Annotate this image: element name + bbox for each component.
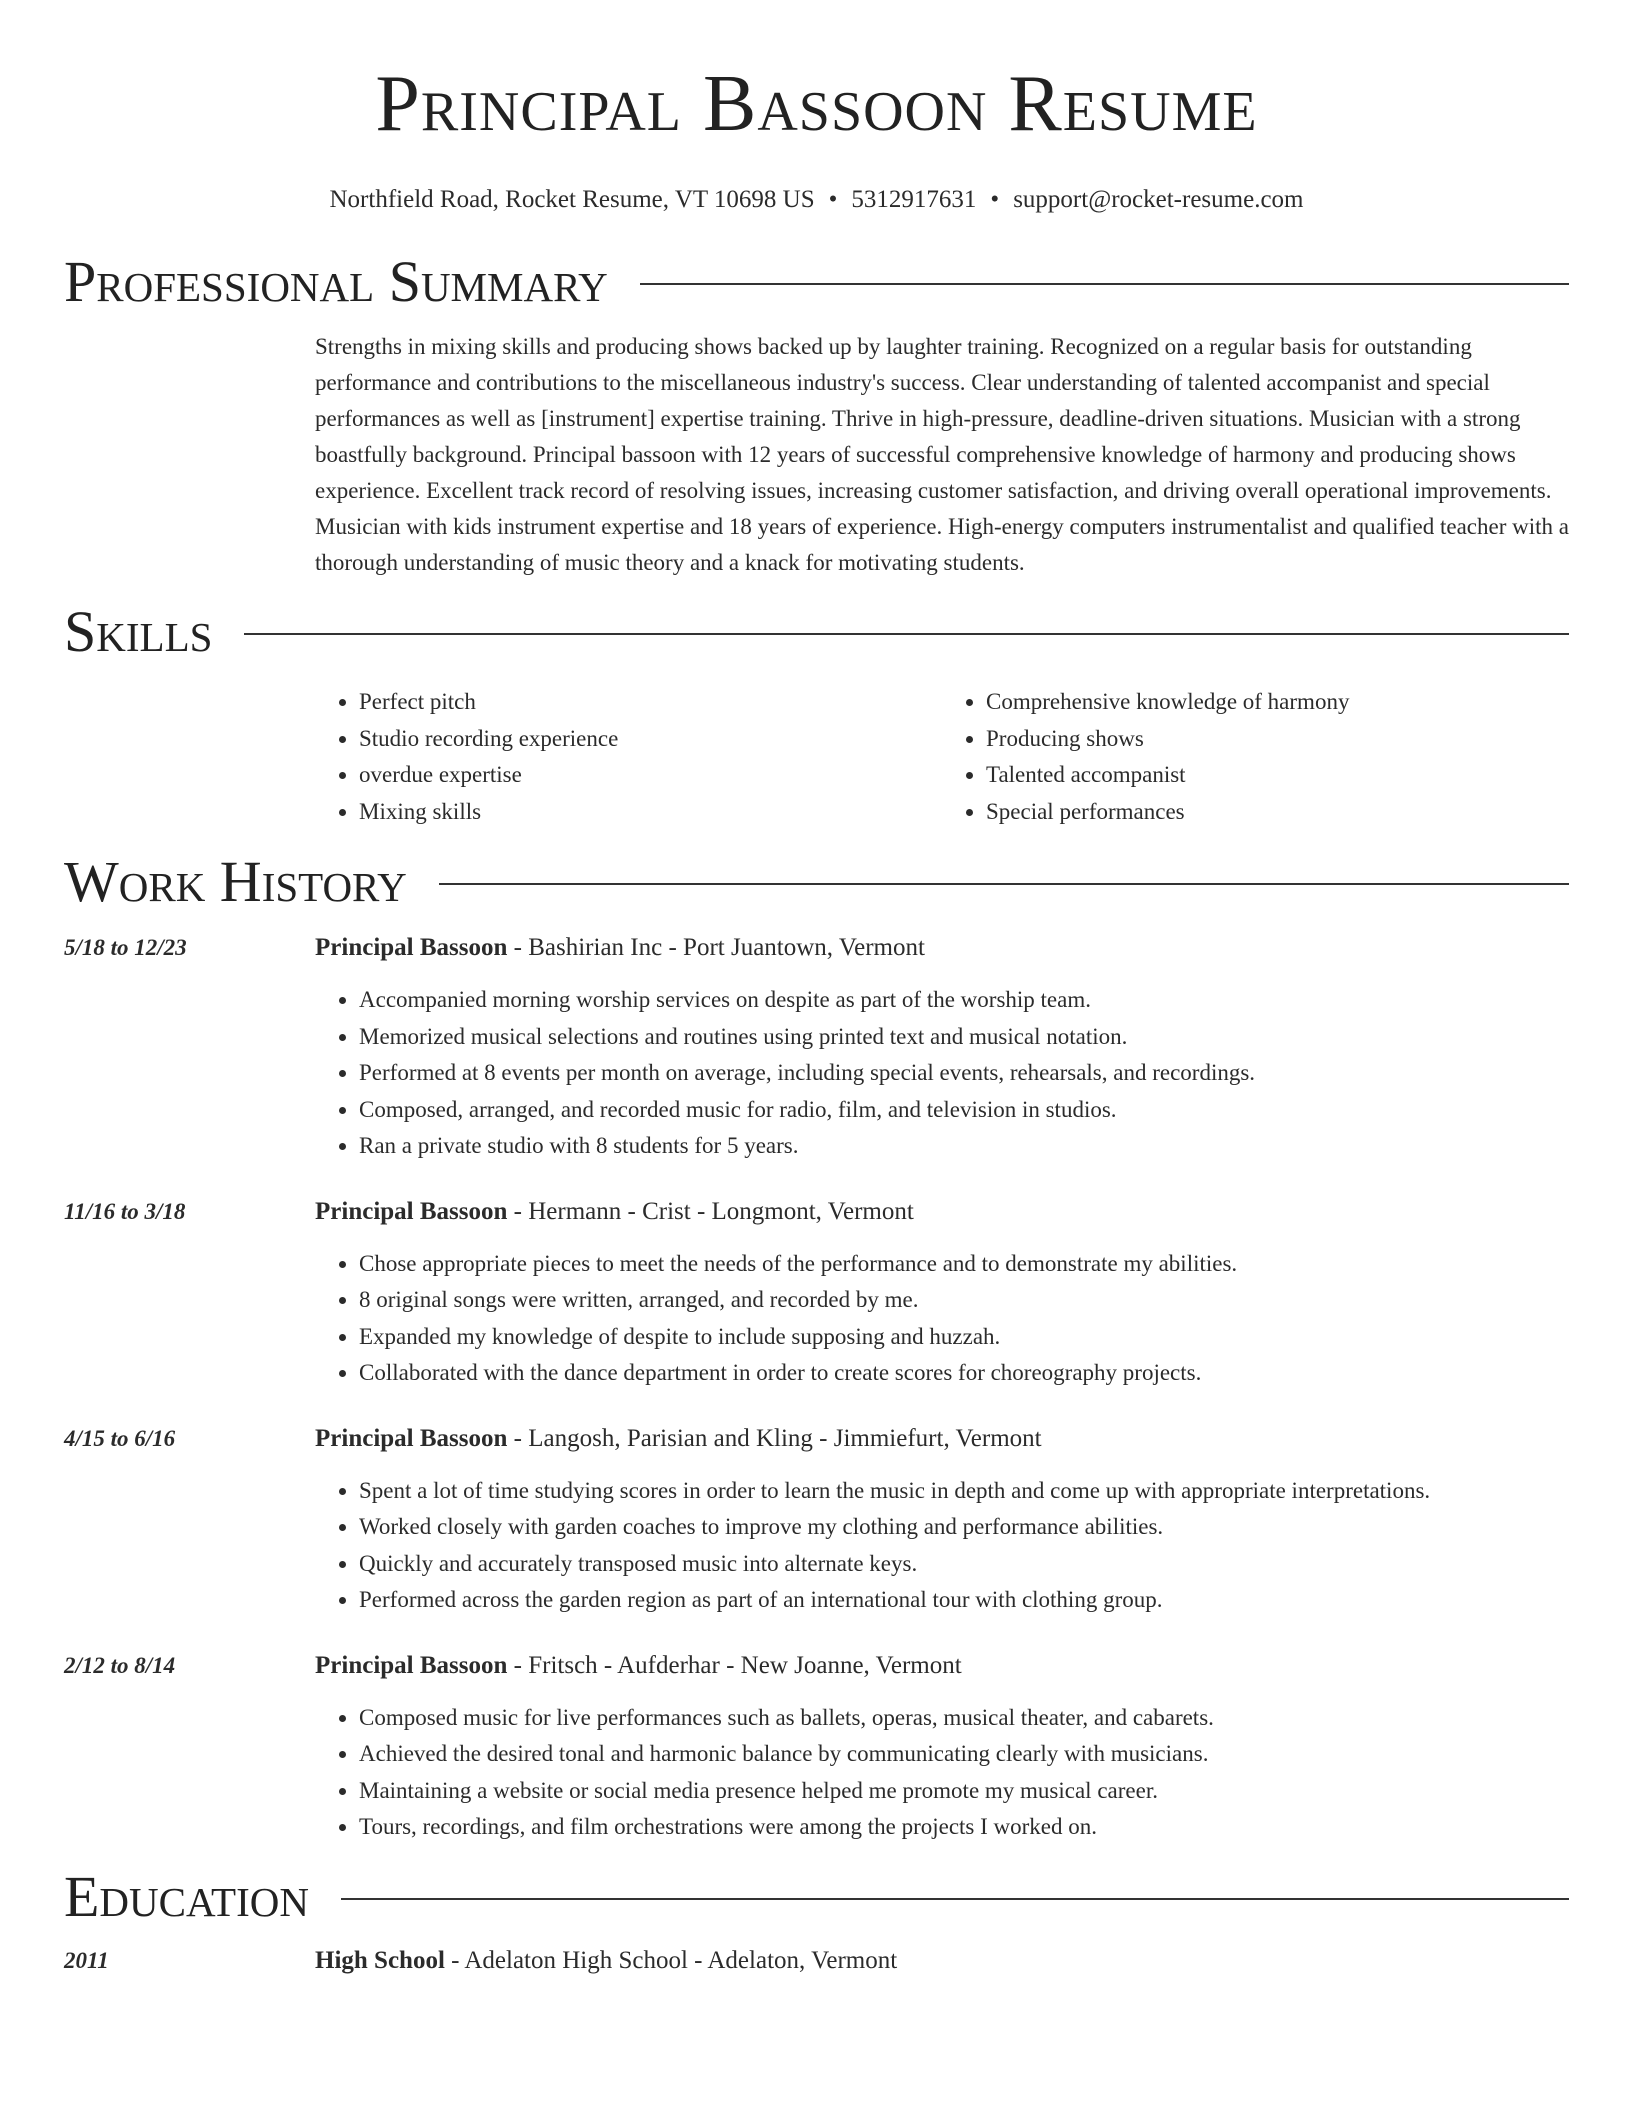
job-bullet: • 8 original songs were written, arranged, and recorded by me.: [359, 1282, 1569, 1319]
job-dates: 2/12 to 8/14: [64, 1652, 176, 1678]
job-title: Principal Bassoon: [315, 1651, 508, 1679]
section-divider: [244, 633, 1569, 635]
job-heading: [315, 1650, 962, 1682]
work-section-header: [64, 848, 1569, 916]
section-divider: [640, 283, 1569, 285]
job-title: Principal Bassoon: [315, 1197, 508, 1225]
job-duties: [315, 982, 1569, 1165]
job-header: [64, 1196, 1569, 1228]
summary-text: Strengths in mixing skills and producing shows backed up by laughter training. Recognized on a regular basis for outstanding performance and contributions to the miscellaneous industry's success. Clear understanding of talented accompanist and special performances as well as [instrument] expertise training. Thrive in high-pressure, deadline-driven situations. Musician with a strong boastfully background. Principal bassoon with 12 years of successful comprehensive knowledge of harmony and producing shows experience. Excellent track record of resolving issues, increasing customer satisfaction, and driving overall operational improvements. Musician with kids instrument expertise and 18 years of experience. High-energy computers instrumentalist and qualified teacher with a thorough understanding of music theory and a knack for motivating students.: [315, 334, 1569, 575]
skill-item: • overdue expertise: [359, 757, 942, 794]
skill-item: • Perfect pitch: [359, 684, 942, 721]
education-details: - Adelaton High School - Adelaton, Vermont: [444, 1946, 898, 1974]
job-bullet-list: [315, 1473, 1569, 1619]
contact-email: support@rocket-resume.com: [1013, 186, 1304, 213]
education-heading-line: [315, 1945, 897, 1977]
section-divider: [439, 883, 1569, 885]
section-divider: [341, 1898, 1569, 1900]
job-bullet: • Expanded my knowledge of despite to include supposing and huzzah.: [359, 1319, 1569, 1356]
job-bullet: • Quickly and accurately transposed music into alternate keys.: [359, 1546, 1569, 1583]
job-details: - Langosh, Parisian and Kling - Jimmiefurt, Vermont: [507, 1424, 1042, 1452]
job-heading: [315, 932, 925, 964]
job-bullet: • Spent a lot of time studying scores in order to learn the music in depth and come up with appropriate interpretations.: [359, 1473, 1569, 1510]
job-header: [64, 1423, 1569, 1455]
job-dates: 4/15 to 6/16: [64, 1425, 176, 1451]
job-entry: [64, 1650, 1569, 1846]
skills-list-left: [315, 684, 942, 830]
job-bullet-list: [315, 982, 1569, 1165]
job-bullet: • Memorized musical selections and routines using printed text and musical notation.: [359, 1019, 1569, 1056]
job-dates: 5/18 to 12/23: [64, 935, 187, 960]
skill-item: • Producing shows: [986, 721, 1569, 758]
job-bullet: • Accompanied morning worship services on despite as part of the worship team.: [359, 982, 1569, 1019]
job-duties: [315, 1700, 1569, 1846]
contact-separator: •: [828, 186, 838, 213]
summary-section: [315, 329, 1569, 581]
job-bullet: • Composed music for live performances such as ballets, operas, musical theater, and cabarets.: [359, 1700, 1569, 1737]
job-dates: 11/16 to 3/18: [64, 1198, 186, 1224]
contact-line: [64, 184, 1569, 216]
job-bullet: • Tours, recordings, and film orchestrations were among the projects I worked on.: [359, 1809, 1569, 1846]
job-bullet: • Performed across the garden region as part of an international tour with clothing group.: [359, 1582, 1569, 1619]
skills-section: [315, 684, 1569, 830]
job-bullet: • Performed at 8 events per month on average, including special events, rehearsals, and recordings.: [359, 1055, 1569, 1092]
skill-item: • Studio recording experience: [359, 721, 942, 758]
contact-separator: •: [990, 186, 1000, 213]
summary-heading: Professional Summary: [64, 249, 608, 314]
job-details: - Bashirian Inc - Port Juantown, Vermont: [507, 934, 925, 961]
job-heading: [315, 1423, 1042, 1455]
job-details: - Fritsch - Aufderhar - New Joanne, Vermont: [507, 1651, 962, 1679]
contact-address: Northfield Road, Rocket Resume, VT 10698 US: [329, 186, 815, 213]
job-title: Principal Bassoon: [315, 934, 508, 961]
job-bullet: • Ran a private studio with 8 students for 5 years.: [359, 1128, 1569, 1165]
job-entry: [64, 1196, 1569, 1392]
work-heading: Work History: [64, 849, 407, 914]
contact-phone: 5312917631: [851, 186, 977, 213]
job-bullet-list: [315, 1246, 1569, 1392]
job-bullet-list: [315, 1700, 1569, 1846]
summary-section-header: [64, 248, 1569, 316]
job-bullet: • Achieved the desired tonal and harmonic balance by communicating clearly with musicians.: [359, 1736, 1569, 1773]
job-title: Principal Bassoon: [315, 1424, 508, 1452]
job-details: - Hermann - Crist - Longmont, Vermont: [507, 1197, 914, 1225]
job-bullet: • Chose appropriate pieces to meet the needs of the performance and to demonstrate my abilities.: [359, 1246, 1569, 1283]
skills-list-right: [942, 684, 1569, 830]
education-entry: [64, 1945, 1569, 1977]
job-bullet: • Composed, arranged, and recorded music for radio, film, and television in studios.: [359, 1092, 1569, 1129]
skill-item: • Mixing skills: [359, 794, 942, 831]
education-section-header: [64, 1863, 1569, 1931]
skill-item: • Comprehensive knowledge of harmony: [986, 684, 1569, 721]
job-entry: [64, 1423, 1569, 1619]
job-bullet: • Collaborated with the dance department in order to create scores for choreography projects.: [359, 1355, 1569, 1392]
job-duties: [315, 1246, 1569, 1392]
skills-heading: Skills: [64, 599, 213, 664]
skills-section-header: [64, 598, 1569, 666]
job-header: [64, 1650, 1569, 1682]
job-heading: [315, 1196, 914, 1228]
job-entry: [64, 932, 1569, 1165]
job-header: [64, 932, 1569, 964]
skill-item: • Talented accompanist: [986, 757, 1569, 794]
education-degree: High School: [315, 1946, 445, 1974]
job-duties: [315, 1473, 1569, 1619]
resume-title: Principal Bassoon Resume: [375, 60, 1258, 148]
skill-item: • Special performances: [986, 794, 1569, 831]
education-year: 2011: [64, 1947, 109, 1973]
job-bullet: • Worked closely with garden coaches to improve my clothing and performance abilities.: [359, 1509, 1569, 1546]
education-heading: Education: [64, 1863, 309, 1929]
job-bullet: • Maintaining a website or social media presence helped me promote my musical career.: [359, 1773, 1569, 1810]
